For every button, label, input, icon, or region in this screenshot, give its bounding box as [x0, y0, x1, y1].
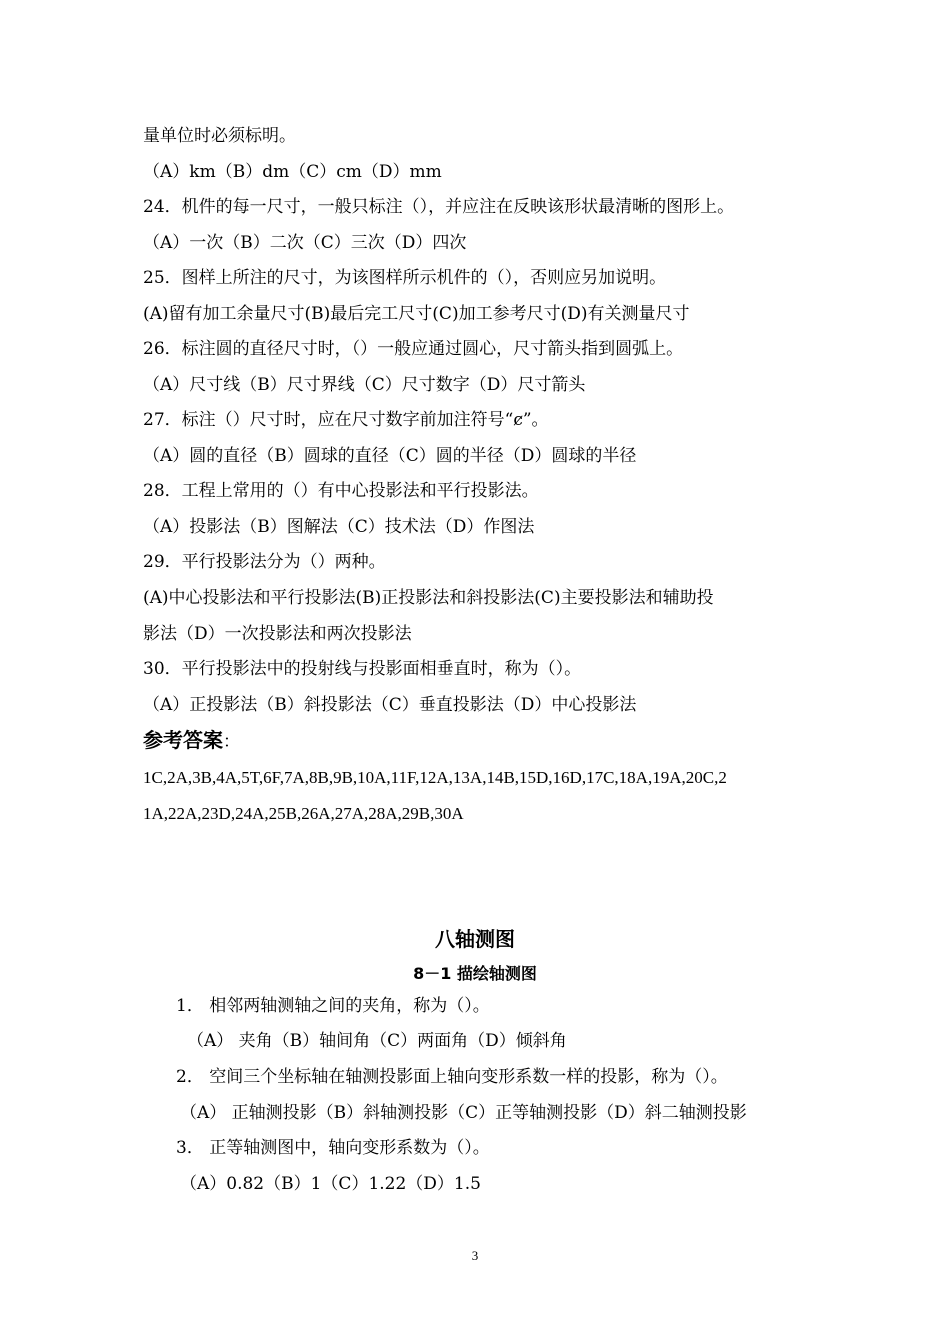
options-line: （A）km（B）dm（C）cm（D）mm: [143, 162, 442, 182]
options-28: （A）投影法（B）图解法（C）技术法（D）作图法: [143, 517, 535, 537]
options-24: （A）一次（B）二次（C）三次（D）四次: [143, 233, 467, 253]
options-8-1-1: （A） 夹角（B）轴间角（C）两面角（D）倾斜角: [187, 1031, 567, 1051]
question-8-1-3: 3． 正等轴测图中，轴向变形系数为（）。: [176, 1138, 490, 1158]
question-28: 28．工程上常用的（）有中心投影法和平行投影法。: [143, 481, 539, 501]
answers-heading-colon: ：: [223, 732, 240, 752]
question-30: 30．平行投影法中的投射线与投影面相垂直时，称为（）。: [143, 659, 582, 679]
options-8-1-2: （A） 正轴测投影（B）斜轴测投影（C）正等轴测投影（D）斜二轴测投影: [180, 1103, 747, 1123]
question-8-1-2: 2． 空间三个坐标轴在轴测投影面上轴向变形系数一样的投影，称为（）。: [176, 1067, 728, 1087]
question-8-1-1: 1． 相邻两轴测轴之间的夹角，称为（）。: [176, 996, 490, 1016]
options-30: （A）正投影法（B）斜投影法（C）垂直投影法（D）中心投影法: [143, 695, 637, 715]
question-26: 26．标注圆的直径尺寸时，（）一般应通过圆心，尺寸箭头指到圆弧上。: [143, 339, 684, 359]
options-27: （A）圆的直径（B）圆球的直径（C）圆的半径（D）圆球的半径: [143, 446, 637, 466]
options-25: (A)留有加工余量尺寸(B)最后完工尺寸(C)加工参考尺寸(D)有关测量尺寸: [143, 304, 690, 324]
question-29: 29．平行投影法分为（）两种。: [143, 552, 386, 572]
section-title: 8－1 描绘轴测图: [413, 964, 537, 983]
question-25: 25．图样上所注的尺寸，为该图样所示机件的（），否则应另加说明。: [143, 268, 667, 288]
answers-line-1: 1C,2A,3B,4A,5T,6F,7A,8B,9B,10A,11F,12A,13A,14B,15D,16D,17C,18A,19A,20C,2: [143, 768, 727, 787]
options-26: （A）尺寸线（B）尺寸界线（C）尺寸数字（D）尺寸箭头: [143, 375, 586, 395]
question-24: 24．机件的每一尺寸，一般只标注（），并应注在反映该形状最清晰的图形上。: [143, 197, 735, 217]
question-27: 27．标注（）尺寸时，应在尺寸数字前加注符号“ȼ”。: [143, 410, 549, 430]
options-8-1-3: （A）0.82（B）1（C）1.22（D）1.5: [180, 1174, 481, 1194]
answers-line-2: 1A,22A,23D,24A,25B,26A,27A,28A,29B,30A: [143, 804, 464, 823]
options-29-line1: (A)中心投影法和平行投影法(B)正投影法和斜投影法(C)主要投影法和辅助投: [143, 588, 714, 608]
text-line: 量单位时必须标明。: [143, 126, 296, 146]
options-29-line2: 影法（D）一次投影法和两次投影法: [143, 624, 412, 644]
answers-heading-text: 参考答案: [143, 728, 223, 752]
answers-heading: [143, 729, 240, 753]
page-number: 3: [471, 1248, 479, 1263]
chapter-title: 八轴测图: [435, 927, 515, 951]
